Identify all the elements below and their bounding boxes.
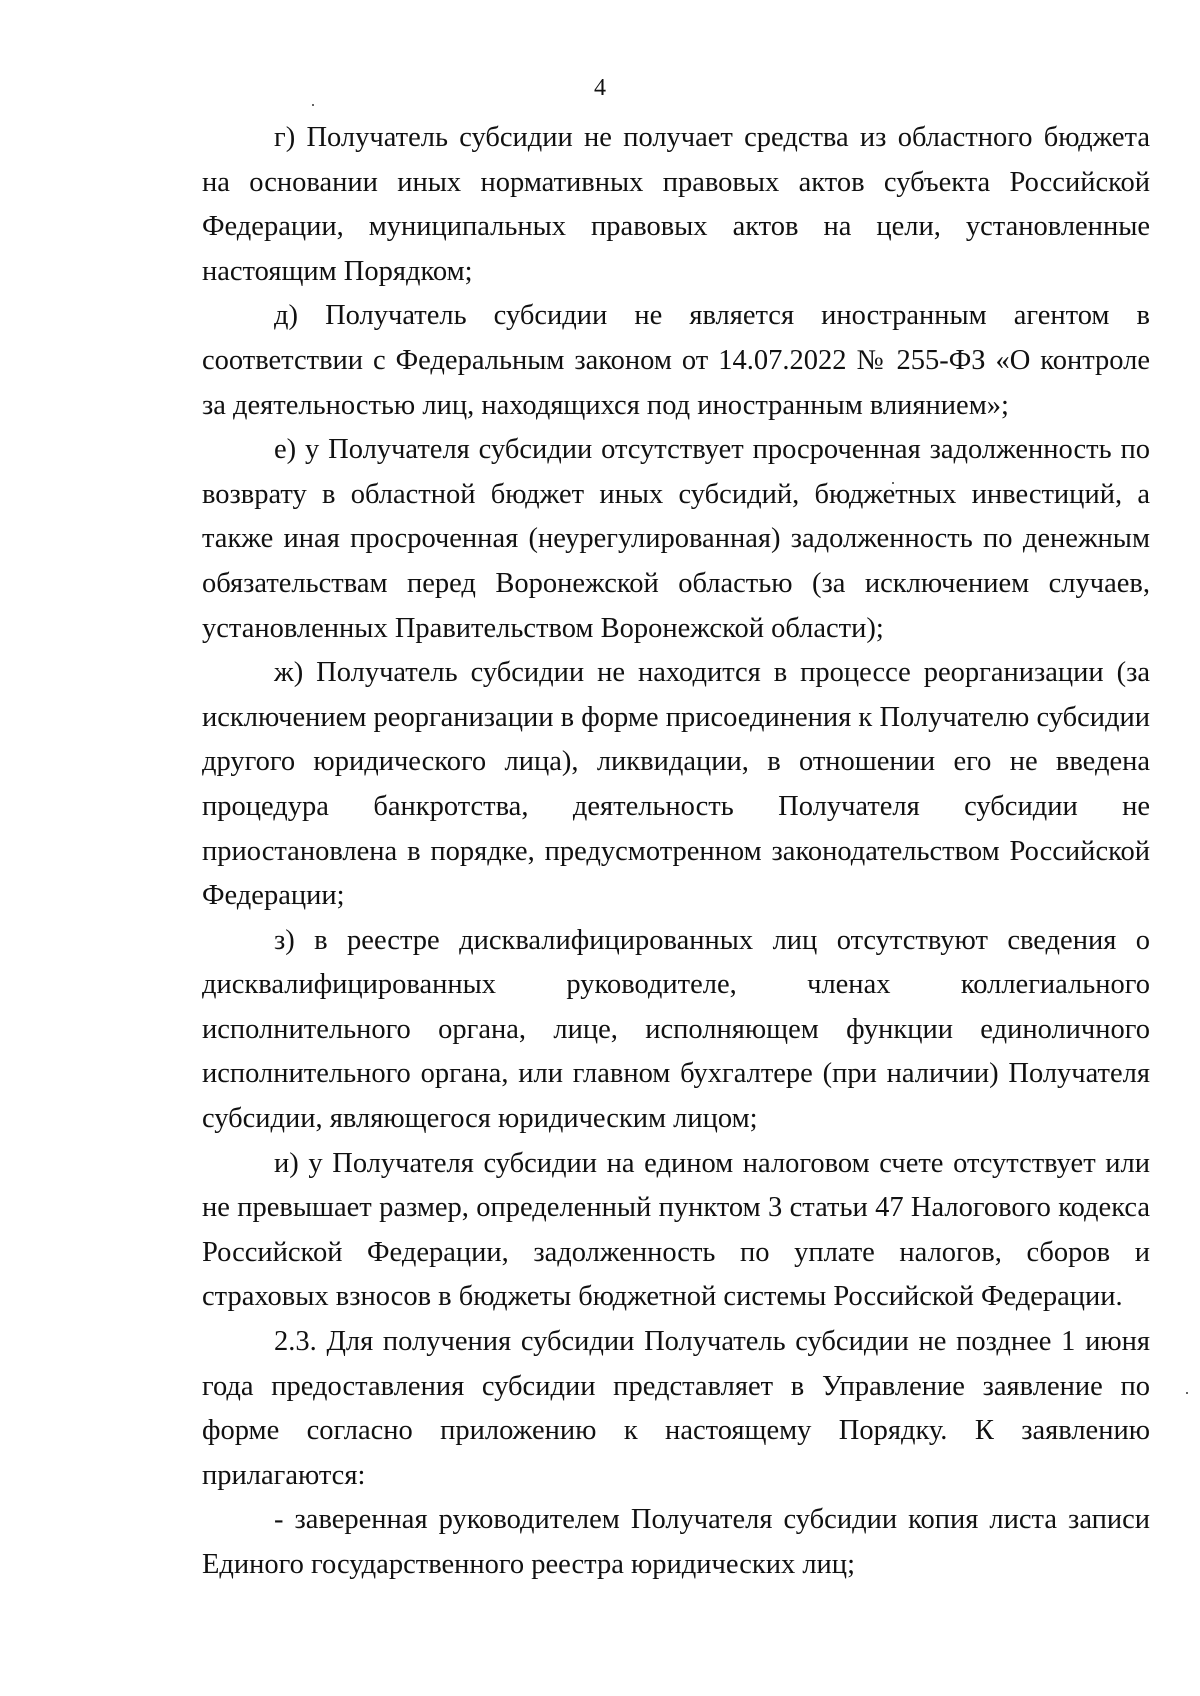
paragraph-z: з) в реестре дисквалифицированных лиц отсутствуют сведения о дисквалифицированных руководителе, членах коллегиального исполнительного органа, лице, исполняющем функции единоличного исполнительного органа, или главном бухгалтере (при наличии) Получателя субсидии, являющегося юридическим лицом;	[202, 924, 1150, 1135]
document-body	[202, 116, 1150, 1588]
page-number: 4	[594, 75, 606, 101]
paragraph-i: и) у Получателя субсидии на едином налоговом счете отсутствует или не превышает размер, определенный пунктом 3 статьи 47 Налогового кодекса Российской Федерации, задолженность по уплате налогов, сборов и страховых взносов в бюджеты бюджетной системы Российской Федерации.	[202, 1147, 1150, 1313]
scan-speck	[1186, 1392, 1188, 1394]
list-item-egrul-copy: - заверенная руководителем Получателя субсидии копия листа записи Единого государственного реестра юридических лиц;	[202, 1504, 1150, 1580]
paragraph-2-3: 2.3. Для получения субсидии Получатель субсидии не позднее 1 июня года предоставления субсидии представляет в Управление заявление по форме согласно приложению к настоящему Порядку. К заявлению прилагаются:	[202, 1326, 1150, 1491]
paragraph-e: е) у Получателя субсидии отсутствует просроченная задолженность по возврату в областной бюджет иных субсидий, бюджетных инвестиций, а также иная просроченная (неурегулированная) задолженность по денежным обязательствам перед Воронежской областью (за исключением случаев, установленных Правительством Воронежской области);	[202, 434, 1150, 644]
paragraph-d: д) Получатель субсидии не является иностранным агентом в соответствии с Федеральным законом от 14.07.2022 № 255-ФЗ «О контроле за деятельностью лиц, находящихся под иностранным влиянием»;	[202, 300, 1150, 421]
paragraph-zh: ж) Получатель субсидии не находится в процессе реорганизации (за исключением реорганизации в форме присоединения к Получателю субсидии другого юридического лица), ликвидации, в отношении его не введена процедура банкротства, деятельность Получателя субсидии не приостановлена в порядке, предусмотренном законодательством Российской Федерации;	[202, 657, 1150, 912]
paragraph-g: г) Получатель субсидии не получает средства из областного бюджета на основании иных нормативных правовых актов субъекта Российской Федерации, муниципальных правовых актов на цели, установленные настоящим Порядком;	[202, 122, 1150, 287]
scan-speck	[312, 104, 314, 106]
